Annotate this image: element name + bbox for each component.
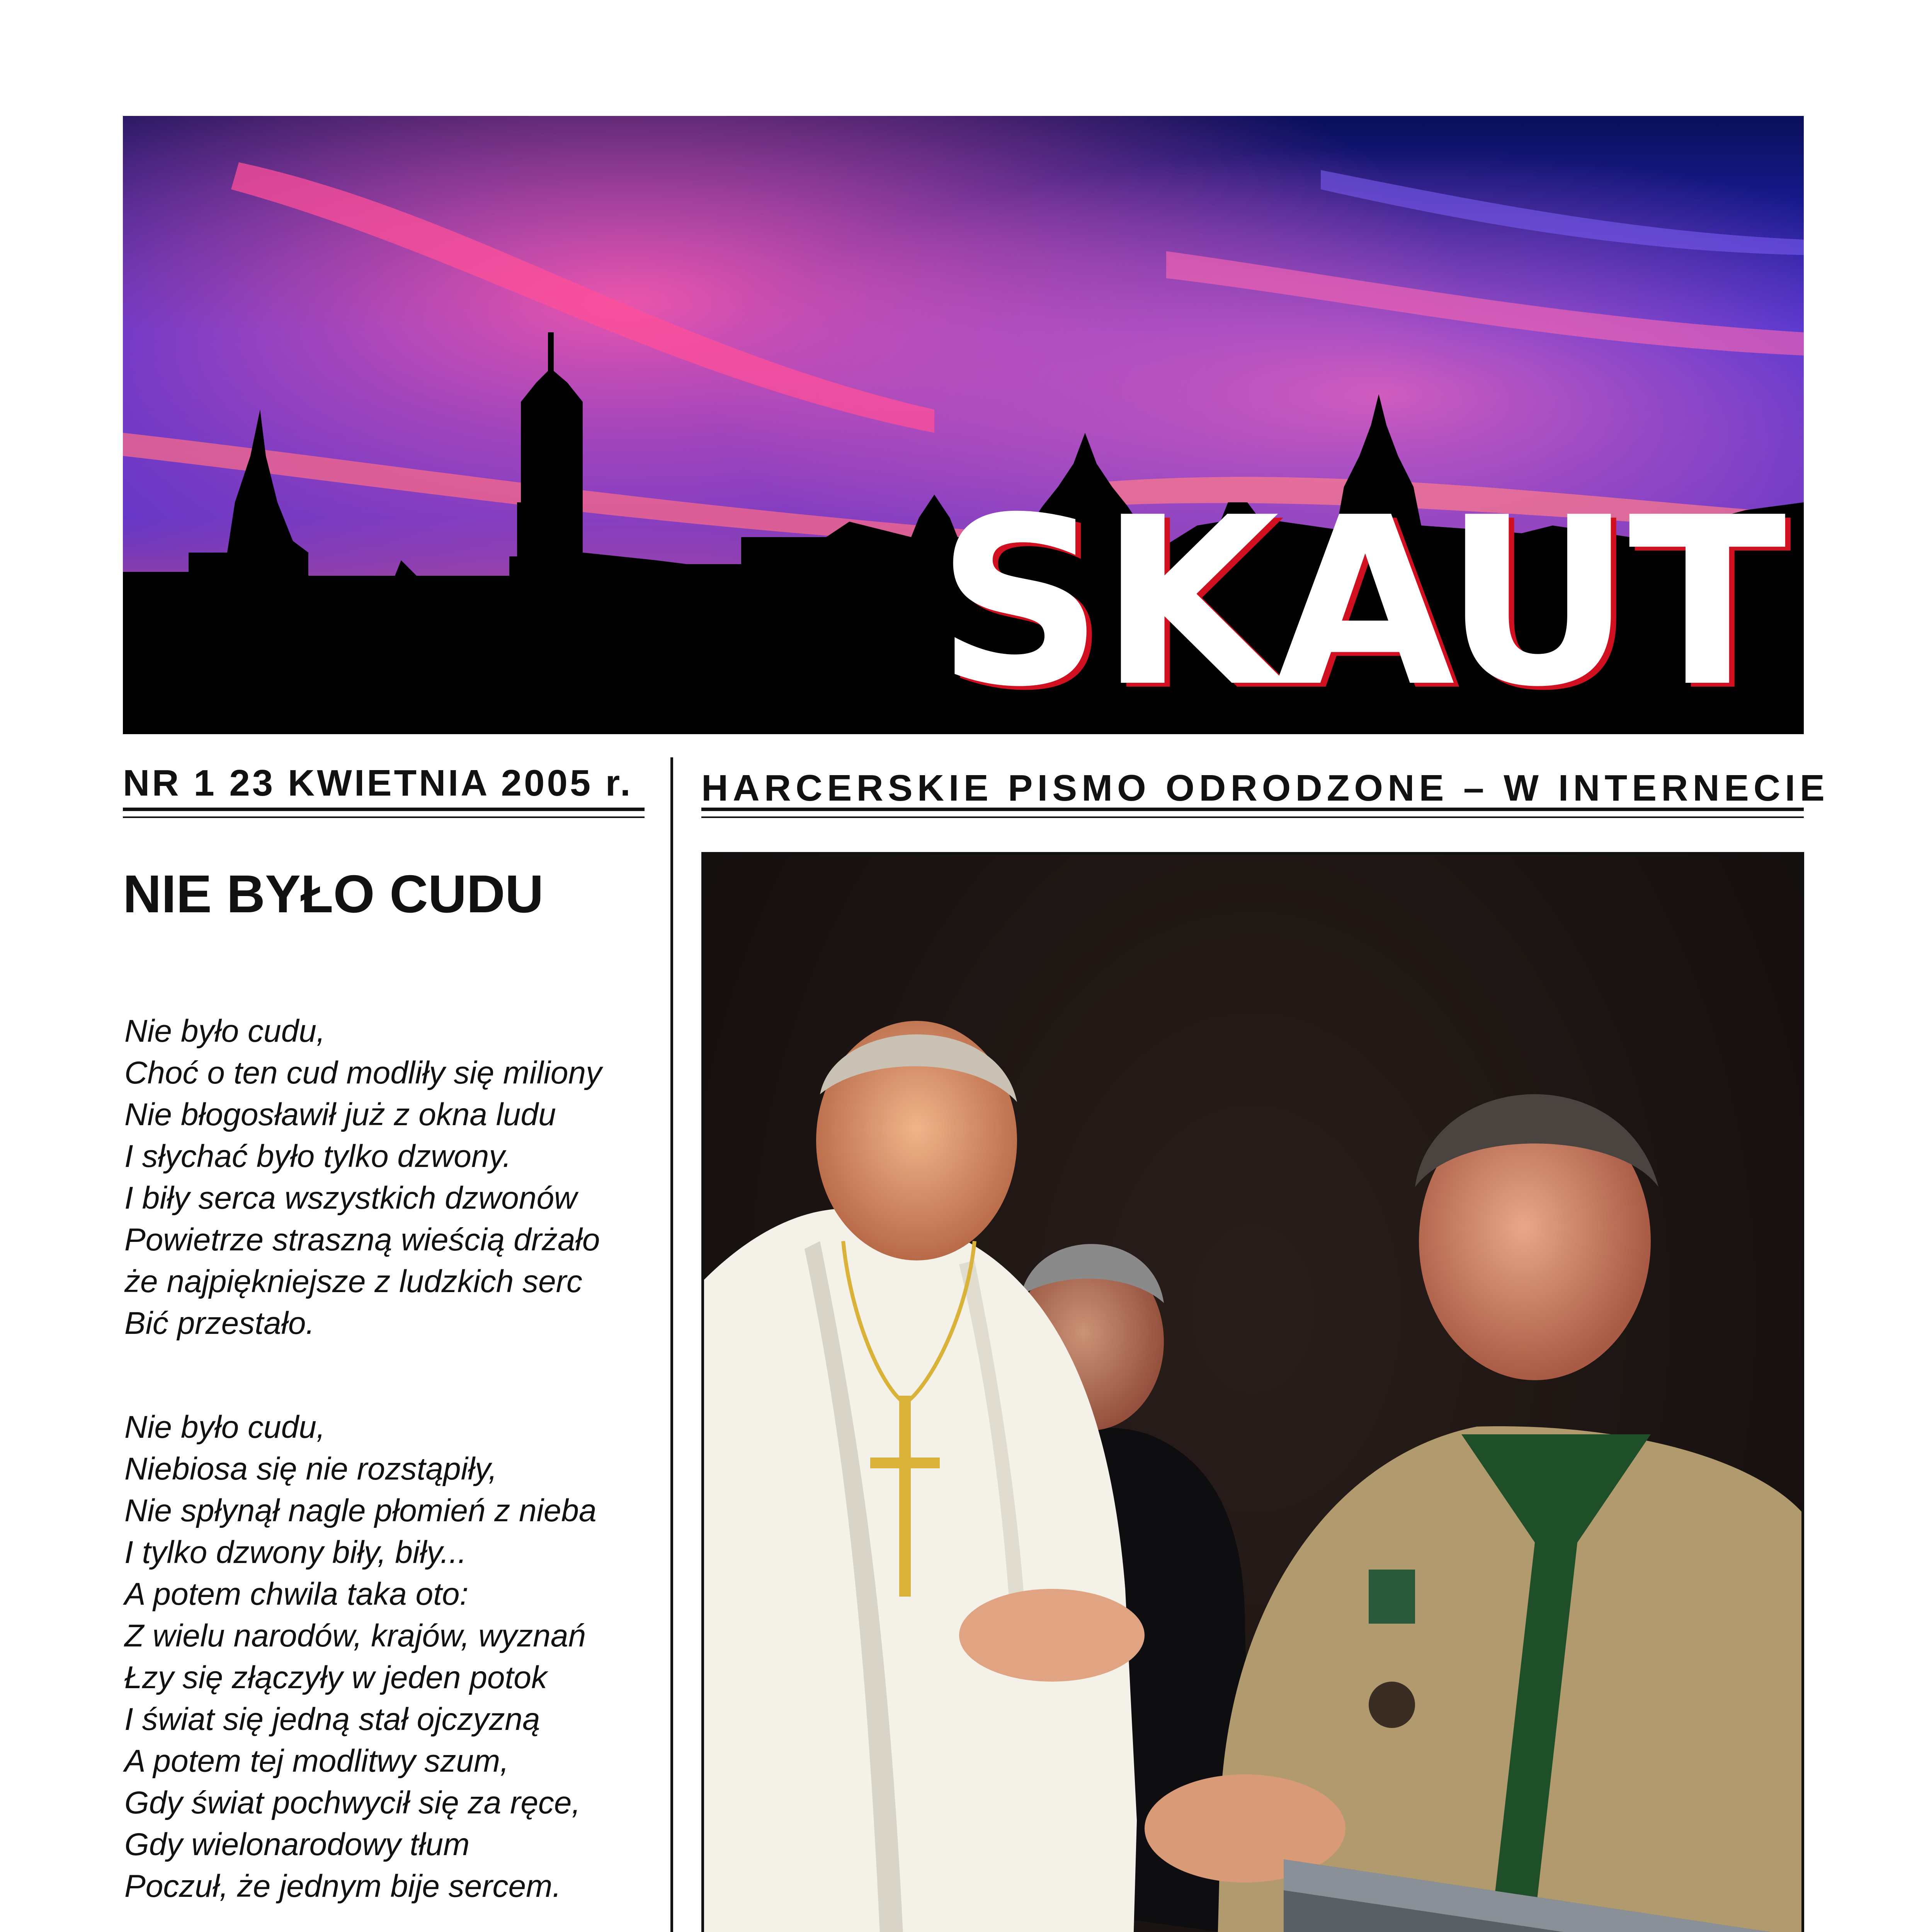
masthead-banner bbox=[123, 116, 1804, 734]
poem-line: Bić przestało. bbox=[124, 1306, 315, 1341]
poem-stanza bbox=[124, 1010, 662, 1344]
photo-image bbox=[704, 855, 1801, 1932]
issue-date: NR 1 23 KWIETNIA 2005 r. bbox=[123, 762, 633, 804]
poem-line: A potem tej modlitwy szum, bbox=[124, 1743, 509, 1779]
poem-line: Nie spłynął nagle płomień z nieba bbox=[124, 1493, 597, 1528]
poem-title: NIE BYŁO CUDU bbox=[123, 864, 544, 924]
poem-line: Niebiosa się nie rozstąpiły, bbox=[124, 1451, 497, 1486]
poem-line: Łzy się złączyły w jeden potok bbox=[124, 1660, 547, 1695]
poem-line: I biły serca wszystkich dzwonów bbox=[124, 1180, 577, 1216]
subtitle-rule-thin bbox=[701, 816, 1804, 818]
subtitle-rule bbox=[701, 808, 1804, 811]
masthead-title: SKAUT bbox=[936, 468, 1783, 734]
publication-subtitle: HARCERSKIE PISMO ODRODZONE – W INTERNECIE bbox=[701, 767, 1829, 809]
poem-line: że najpiękniejsze z ludzkich serc bbox=[124, 1264, 582, 1299]
poem-line: Nie błogosławił już z okna ludu bbox=[124, 1097, 556, 1132]
poem-line: Gdy wielonarodowy tłum bbox=[124, 1827, 470, 1862]
poem-line: Powietrze straszną wieścią drżało bbox=[124, 1222, 600, 1257]
poem-stanza bbox=[124, 1406, 662, 1907]
issue-rule-thin bbox=[123, 816, 645, 818]
photo-pope-and-scout bbox=[701, 852, 1804, 1932]
poem-line: Choć o ten cud modliły się miliony bbox=[124, 1055, 602, 1090]
poem-line: I słychać było tylko dzwony. bbox=[124, 1139, 512, 1174]
poem-line: Gdy świat pochwycił się za ręce, bbox=[124, 1785, 581, 1820]
column-divider bbox=[670, 757, 673, 1932]
poem-line: A potem chwila taka oto: bbox=[124, 1577, 469, 1612]
poem-line: I świat się jedną stał ojczyzną bbox=[124, 1702, 540, 1737]
poem-line: Z wielu narodów, krajów, wyznań bbox=[124, 1618, 586, 1653]
poem-line: I tylko dzwony biły, biły... bbox=[124, 1535, 467, 1570]
poem-line: Poczuł, że jednym bije sercem. bbox=[124, 1869, 561, 1904]
poem-line: Nie było cudu, bbox=[124, 1014, 325, 1049]
issue-rule bbox=[123, 808, 645, 811]
poem-line: Nie było cudu, bbox=[124, 1410, 325, 1445]
